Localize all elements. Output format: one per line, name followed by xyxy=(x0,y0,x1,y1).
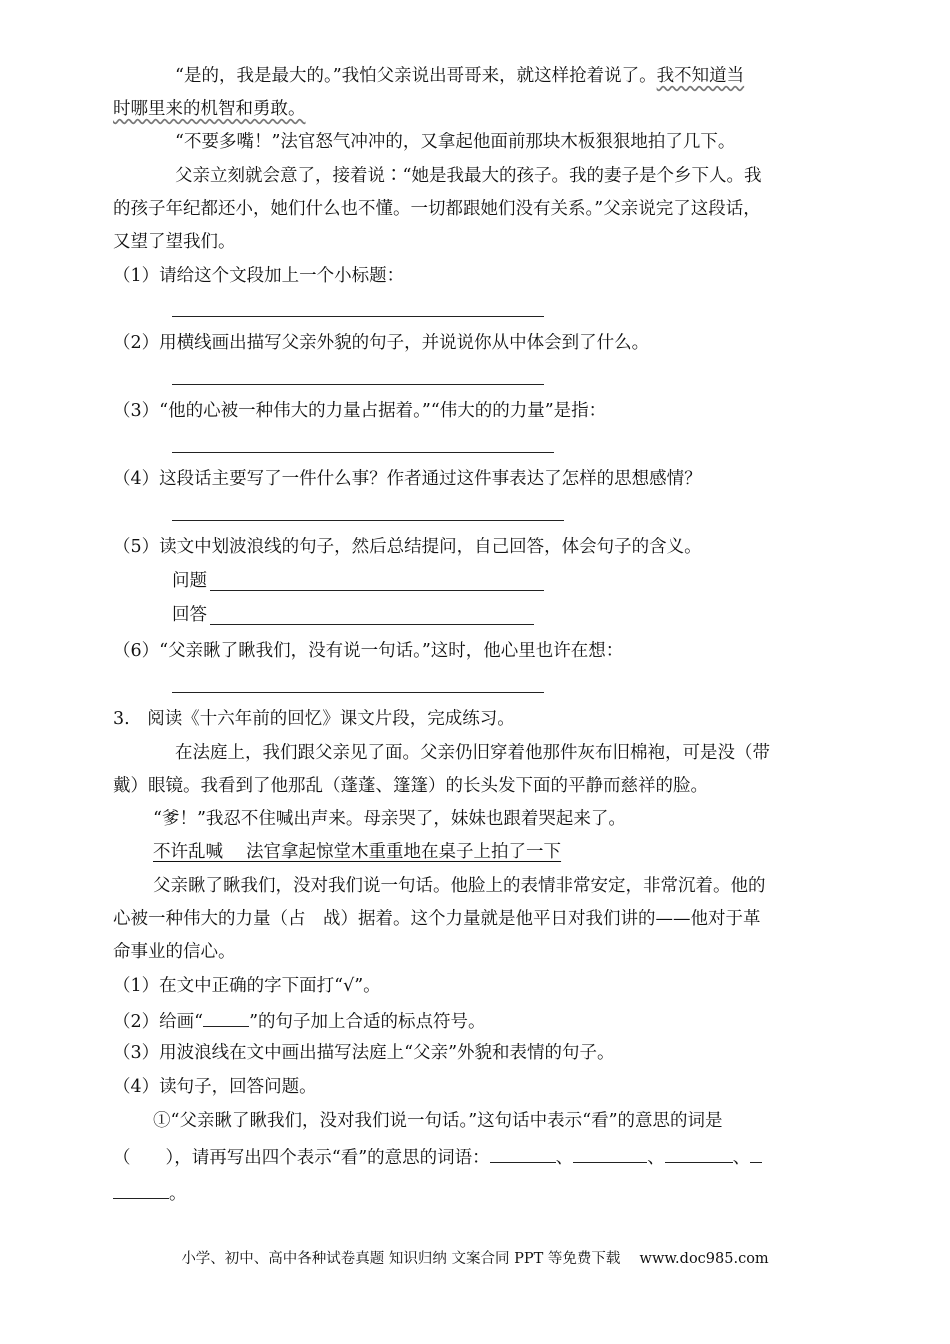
question-text: （2）给画“ xyxy=(113,1012,204,1032)
question-6: （6）“父亲瞅了瞅我们，没有说一句话。”这时，他心里也许在想： xyxy=(113,641,624,661)
passage-line: 父亲立刻就会意了，接着说∶“她是我最大的孩子。我的妻子是个乡下人。我 xyxy=(175,166,762,186)
answer-line-3[interactable] xyxy=(172,452,554,453)
question-4: （4）这段话主要写了一件什么事？作者通过这件事表达了怎样的思想感情？ xyxy=(113,469,702,489)
answer-line-4[interactable] xyxy=(172,520,564,521)
question-text: ，请再写出四个表示“看”的意思的词语： xyxy=(174,1148,490,1168)
word-blank-1[interactable] xyxy=(490,1144,556,1163)
question-2: （2）用横线画出描写父亲外貌的句子，并说说你从中体会到了什么。 xyxy=(113,333,650,353)
word-blank-2[interactable] xyxy=(573,1144,647,1163)
section-3-question-4: （4）读句子，回答问题。 xyxy=(113,1077,317,1097)
answer-paren[interactable]: （ ） xyxy=(113,1148,175,1168)
passage-line: “不要多嘴！”法官怒气冲冲的，又拿起他面前那块木板狠狠地拍了几下。 xyxy=(175,132,736,152)
wavy-sentence: 我不知道当 xyxy=(656,66,745,86)
passage-line: 命事业的信心。 xyxy=(113,942,236,962)
answer-line-2[interactable] xyxy=(172,384,544,385)
question-3: （3）“他的心被一种伟大的力量占据着。”“伟大的的力量”是指： xyxy=(113,401,607,421)
question-1: （1）请给这个文段加上一个小标题： xyxy=(113,266,405,286)
passage-line xyxy=(113,97,306,121)
answer-line-1[interactable] xyxy=(172,316,544,317)
word-blank-4b[interactable] xyxy=(113,1180,169,1199)
underline-sample xyxy=(203,1008,249,1027)
passage-line: 在法庭上，我们跟父亲见了面。父亲仍旧穿着他那件灰布旧棉袍，可是没（带 xyxy=(175,743,770,763)
question-5-answer-label: 回答 xyxy=(172,605,207,625)
passage-line: 戴）眼镜。我看到了他那乱（蓬蓬、篷篷）的长头发下面的平静而慈祥的脸。 xyxy=(113,776,708,796)
section-3-question-2 xyxy=(113,1008,486,1034)
word-blank-3[interactable] xyxy=(665,1144,733,1163)
passage-text: “是的，我是最大的。”我怕父亲说出哥哥来，就这样抢着说了。 xyxy=(175,66,657,86)
period: 。 xyxy=(169,1184,187,1204)
separator: 、 xyxy=(647,1148,665,1168)
passage-line: 心被一种伟大的力量（占 战）据着。这个力量就是他平日对我们讲的——他对于革 xyxy=(113,909,761,929)
question-5: （5）读文中划波浪线的句子，然后总结提问，自己回答，体会句子的含义。 xyxy=(113,537,702,557)
underlined-sentence: 不许乱喊 法官拿起惊堂木重重地在桌子上拍了一下 xyxy=(153,842,562,862)
passage-line: 的孩子年纪都还小，她们什么也不懂。一切都跟她们没有关系。”父亲说完了这段话， xyxy=(113,199,761,219)
separator: 、 xyxy=(732,1148,751,1168)
section-3-question-4-1: ①“父亲瞅了瞅我们，没对我们说一句话。”这句话中表示“看”的意思的词是 xyxy=(153,1111,723,1131)
question-5-ask-label: 问题 xyxy=(172,571,207,591)
passage-line: “爹！”我忍不住喊出声来。母亲哭了，妹妹也跟着哭起来了。 xyxy=(153,809,626,829)
page-footer: 小学、初中、高中各种试卷真题 知识归纳 文案合同 PPT 等免费下载 www.doc985.com xyxy=(181,1251,769,1267)
question-text: ”的句子加上合适的标点符号。 xyxy=(249,1012,486,1032)
passage-line: 又望了望我们。 xyxy=(113,232,236,252)
passage-line xyxy=(175,64,744,88)
section-3-question-3: （3）用波浪线在文中画出描写法庭上“父亲”外貌和表情的句子。 xyxy=(113,1043,615,1063)
question-5-answer-line[interactable] xyxy=(210,624,534,625)
word-blank-4a[interactable] xyxy=(750,1144,762,1163)
wavy-sentence: 时哪里来的机智和勇敢。 xyxy=(113,99,306,119)
answer-line-6[interactable] xyxy=(172,692,544,693)
question-5-ask-line[interactable] xyxy=(210,590,544,591)
separator: 、 xyxy=(555,1148,574,1168)
passage-line: 父亲瞅了瞅我们，没对我们说一句话。他脸上的表情非常安定，非常沉着。他的 xyxy=(153,876,766,896)
section-3-question-1: （1）在文中正确的字下面打“√”。 xyxy=(113,976,381,996)
section-3-heading: 3. 阅读《十六年前的回忆》课文片段，完成练习。 xyxy=(113,709,515,729)
section-3-question-4-1-cont xyxy=(113,1144,762,1170)
section-3-question-4-1-end xyxy=(113,1180,187,1206)
